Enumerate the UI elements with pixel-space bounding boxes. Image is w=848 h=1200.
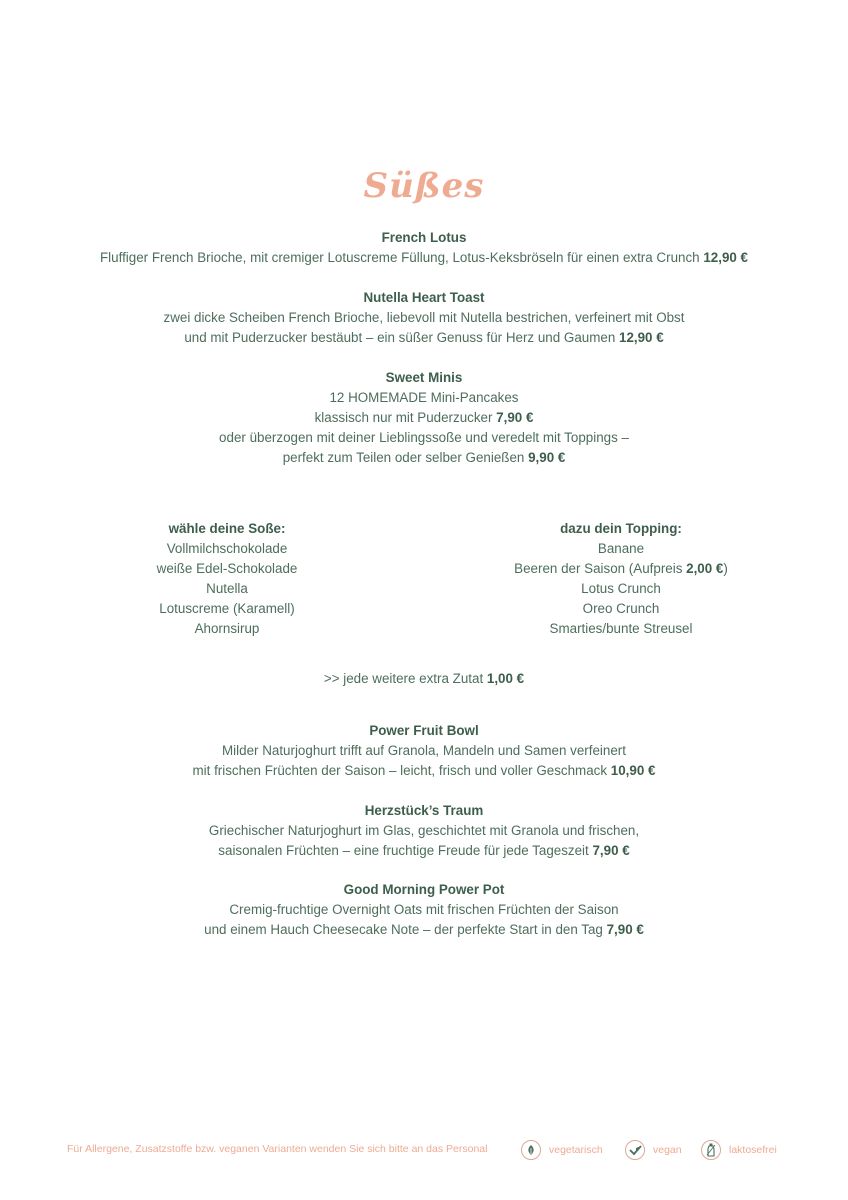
item-name: Sweet Minis <box>385 370 463 385</box>
menu-item-good-morning-power-pot <box>0 880 848 940</box>
item-description: perfekt zum Teilen oder selber Genießen 9,90 € <box>282 450 566 465</box>
sauce-item: Ahornsirup <box>194 621 260 636</box>
legend-lactose-free: laktosefrei <box>701 1140 777 1160</box>
topping-list-title: dazu dein Topping: <box>560 521 682 536</box>
item-name: Good Morning Power Pot <box>343 882 505 897</box>
sauce-item: Nutella <box>206 581 248 596</box>
sauce-list-title: wähle deine Soße: <box>168 521 286 536</box>
sauce-item: Lotuscreme (Karamell) <box>159 601 295 616</box>
menu-item-sweet-minis <box>0 368 848 468</box>
extra-ingredient-note: >> jede weitere extra Zutat 1,00 € <box>323 671 525 686</box>
sauce-item: Vollmilchschokolade <box>166 541 288 556</box>
item-description: und mit Puderzucker bestäubt – ein süßer Genuss für Herz und Gaumen 12,90 € <box>184 330 664 345</box>
topping-item: Lotus Crunch <box>581 581 661 596</box>
item-price: 9,90 € <box>528 450 566 465</box>
menu-item-french-lotus <box>0 228 848 268</box>
item-description: Griechischer Naturjoghurt im Glas, geschichtet mit Granola und frischen, <box>208 823 640 838</box>
item-description: mit frischen Früchten der Saison – leicht, frisch und voller Geschmack 10,90 € <box>192 763 656 778</box>
item-price: 10,90 € <box>610 763 656 778</box>
item-price: 12,90 € <box>703 250 749 265</box>
menu-item-power-fruit-bowl <box>0 721 848 781</box>
milk-bottle-icon <box>701 1140 721 1160</box>
item-name: French Lotus <box>381 230 467 245</box>
topping-item: Smarties/bunte Streusel <box>549 621 693 636</box>
item-description: zwei dicke Scheiben French Brioche, liebevoll mit Nutella bestrichen, verfeinert mit Obst <box>163 310 685 325</box>
item-name: Herzstück’s Traum <box>364 803 484 818</box>
extra-price: 1,00 € <box>486 671 525 686</box>
legend-vegan: vegan <box>625 1140 682 1160</box>
menu-item-nutella-heart-toast <box>0 288 848 348</box>
item-name: Nutella Heart Toast <box>363 290 485 305</box>
item-description: Cremig-fruchtige Overnight Oats mit frischen Früchten der Saison <box>229 902 619 917</box>
item-name: Power Fruit Bowl <box>369 723 479 738</box>
item-price: 12,90 € <box>619 330 664 345</box>
allergen-note: Für Allergene, Zusatzstoffe bzw. veganen Varianten wenden Sie sich bitte an das Personal <box>67 1143 488 1155</box>
item-description: oder überzogen mit deiner Lieblingssoße und veredelt mit Toppings – <box>219 430 629 445</box>
item-price: 7,90 € <box>592 843 630 858</box>
item-description: Milder Naturjoghurt trifft auf Granola, Mandeln und Samen verfeinert <box>222 743 626 758</box>
topping-item: Beeren der Saison (Aufpreis 2,00 €) <box>514 561 728 576</box>
item-description: saisonalen Früchten – eine fruchtige Freude für jede Tageszeit 7,90 € <box>218 843 630 858</box>
item-description: und einem Hauch Cheesecake Note – der perfekte Start in den Tag 7,90 € <box>204 922 644 937</box>
topping-list <box>461 519 781 639</box>
item-description: 12 HOMEMADE Mini-Pancakes <box>329 390 519 405</box>
item-description: klassisch nur mit Puderzucker 7,90 € <box>314 410 534 425</box>
legend-vegetarian: vegetarisch <box>521 1140 603 1160</box>
menu-item-herzstuecks-traum <box>0 801 848 861</box>
footer <box>0 1140 848 1160</box>
topping-price: 2,00 € <box>686 561 724 576</box>
leaf-check-icon <box>625 1140 645 1160</box>
page-title: Süßes <box>363 166 485 206</box>
leaf-drop-icon <box>521 1140 541 1160</box>
item-price: 7,90 € <box>496 410 534 425</box>
sauce-item: weiße Edel-Schokolade <box>156 561 298 576</box>
topping-item: Oreo Crunch <box>582 601 660 616</box>
topping-item: Banane <box>597 541 645 556</box>
item-description: Fluffiger French Brioche, mit cremiger Lotuscreme Füllung, Lotus-Keksbröseln für einen extra Crunch 12,90 € <box>99 250 749 265</box>
item-price: 7,90 € <box>606 922 644 937</box>
sauce-list <box>67 519 387 639</box>
